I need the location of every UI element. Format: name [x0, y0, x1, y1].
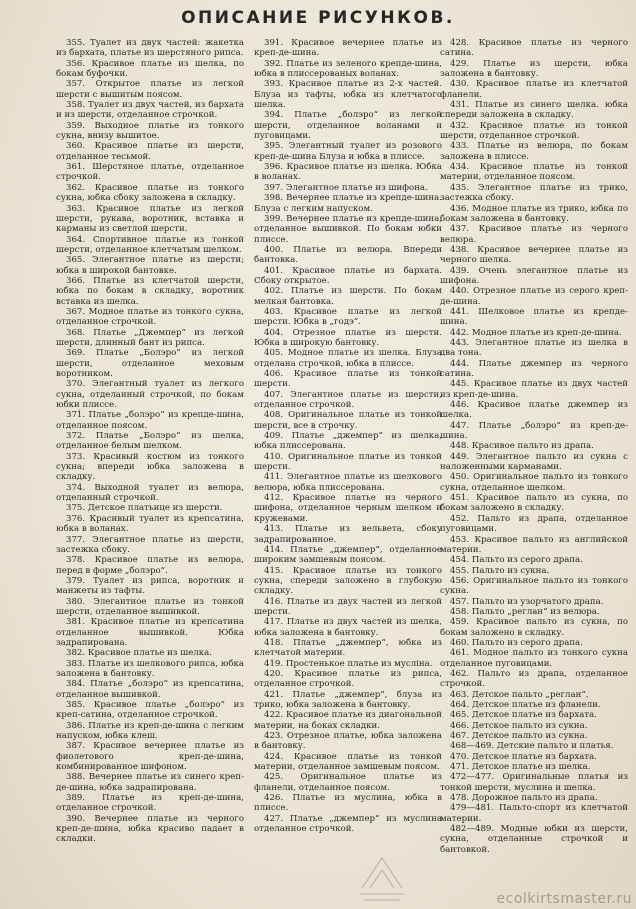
description-entry: 478. Дорожное пальто из драпа. — [450, 793, 598, 804]
description-entry: 459. Красивое пальто из сукна, по бокам заложено в складку. — [440, 617, 628, 638]
description-entry: 414. Платье „джемпер“, отделанное широким замшевым поясом. — [254, 544, 442, 566]
description-entry: 460. Пальто из серого драпа. — [450, 637, 583, 648]
description-entry: 442. Модное платье из креп-де-шина. — [450, 327, 622, 338]
description-entry: 437. Красивое платье из черного велюра. — [440, 224, 628, 245]
description-entry: 441. Шелковое платье из крепде-шина. — [440, 306, 628, 328]
description-entry: 398. Вечернее платье из крепде-шина. Блуза с легким напуском. — [254, 193, 442, 214]
description-entry: 396. Красивое платье из шелка. Юбка в воланах. — [254, 162, 442, 183]
description-entry: 394. Платье „болэро“ из легкой шерсти, отделанное воланами и пуговицами. — [254, 110, 442, 142]
description-entry: 450. Оригинальное пальто из тонкого сукна, отделанное шелком. — [440, 472, 628, 493]
description-entry: 404. Отрезное платье из шерсти. Юбка в широкую бантовку. — [254, 327, 442, 348]
description-entry: 420. Красивое платье из рипса, отделанное строчкой. — [254, 668, 442, 690]
description-entry: 433. Платье из велюра, по бокам заложена в плиссе. — [440, 141, 628, 162]
description-entry: 385. Красивое платье „болэро“ из креп-сатина, отделанное строчкой. — [56, 700, 244, 721]
description-entry: 393. Красивое платье из 2-х частей. Блуза из тафты, юбка из клетчатого шелка. — [254, 79, 442, 111]
description-entry: 410. Оригинальное платье из тонкой шерсти. — [254, 451, 442, 473]
description-entry: 409. Платье „джемпер“ из шелка, юбка плиссерована. — [254, 431, 442, 452]
description-entry: 363. Красивое платье из легкой шерсти, рукава, воротник, вставка и карманы из светлой шерсти. — [56, 203, 244, 235]
description-entry: 429. Платье из шерсти, юбка заложена в бантовку. — [440, 58, 628, 80]
description-entry: 463. Детское пальто „реглан“. — [450, 689, 589, 700]
description-entry: 461. Модное пальто из тонкого сукна отделанное пуговицами. — [440, 648, 628, 669]
description-entry: 405. Модное платье из шелка. Блуза отделана строчкой, юбка в плиссе. — [254, 348, 442, 369]
watermark-text: ecolkirtsmaster.ru — [496, 891, 632, 907]
description-entry: 430. Красивое платье из клетчатой фланели. — [440, 79, 628, 100]
description-entry: 406. Красивое платье из тонкой шерсти. — [254, 369, 442, 390]
description-column-2 — [254, 38, 442, 834]
description-entry: 466. Детское пальто из сукна. — [450, 720, 588, 731]
description-entry: 448. Красивое пальто из драпа. — [450, 441, 594, 452]
description-entry: 465. Детское платье из бархата. — [450, 710, 597, 721]
description-entry: 418. Платье „джемпер“, юбка из клетчатой материи. — [254, 637, 442, 659]
description-entry: 419. Простенькое платье из мусліна. — [264, 658, 433, 669]
description-entry: 373. Красивый костюм из тонкого сукна; впереди юбка заложена в складку. — [56, 451, 244, 483]
description-entry: 388. Вечернее платье из синего креп-де-шина, юбка задрапирована. — [56, 772, 244, 793]
description-entry: 364. Спортивное платье из тонкой шерсти, отделанное клетчатым шелком. — [56, 234, 244, 255]
description-entry: 453. Красивое пальто из английской материи. — [440, 534, 628, 555]
description-entry: 426. Платье из муслина, юбка в плиссе. — [254, 793, 442, 814]
description-entry: 395. Элегантный туалет из розового креп-де-шина Блуза и юбка в плиссе. — [254, 141, 442, 162]
description-entry: 399. Вечернее платье из крепде-шина, отделанное вышивкой. По бокам юбки плиссе. — [254, 213, 442, 245]
description-entry: 392. Платье из зеленого крепде-шина, юбка в плиссерованых воланах. — [254, 58, 442, 80]
description-entry: 356. Красивое платье из шелка, по бокам буфочки. — [56, 58, 244, 80]
description-entry: 357. Открытое платье из легкой шерсти с вышитым поясом. — [56, 79, 244, 100]
page-title: ОПИСАНИЕ РИСУНКОВ. — [181, 8, 455, 28]
description-entry: 431. Платье из синего шелка. юбка спереди заложена в складку. — [440, 100, 628, 121]
description-entry: 439. Очень элегантное платье из шифона. — [440, 265, 628, 286]
description-entry: 416. Платье из двух частей из легкой шерсти. — [254, 596, 442, 617]
description-entry: 455. Пальто из сукна. — [450, 565, 550, 576]
description-entry: 397. Элегантное платье из шифона. — [264, 182, 428, 193]
description-entry: 415. Красивое платье из тонкого сукна, спереди заложено в глубокую складку. — [254, 565, 442, 597]
description-entry: 445. Красивое платье из двух частей из креп-де-шина. — [440, 379, 628, 400]
description-entry: 467. Детское пальто из сукна. — [450, 731, 588, 742]
description-entry: 446. Красивое платье джемпер из шелка. — [440, 400, 628, 421]
description-entry: 454. Пальто из серого драпа. — [450, 555, 583, 566]
description-entry: 479—481. Пальто-спорт из клетчатой материи. — [440, 803, 628, 824]
description-entry: 456. Оригинальное пальто из тонкого сукна. — [440, 575, 628, 597]
description-entry: 369. Платье „Болэро“ из легкой шерсти, отделанное меховым воротником. — [56, 348, 244, 379]
description-entry: 434. Красивое платье из тонкой материи, отделанное поясом. — [440, 162, 628, 183]
description-entry: 400. Платье из велюра. Впереди бантовка. — [254, 244, 442, 266]
description-entry: 444. Платье джемпер из черного сатина. — [440, 358, 628, 379]
description-entry: 390. Вечернее платье из черного креп-де-шина, юбка красиво падает в складки. — [56, 813, 244, 845]
description-entry: 411. Элегантное платье из шелкового велюра, юбка плиссерована. — [254, 472, 442, 493]
description-entry: 428. Красивое платье из черного сатина. — [440, 38, 628, 59]
description-entry: 380. Элегантное платье из тонкой шерсти, отделанное вышивкой. — [56, 596, 244, 617]
description-entry: 403. Красивое платье из легкой шерсти. Юбка в „годэ“. — [254, 306, 442, 328]
description-entry: 427. Платье „джемпер“ из муслина отделанное строчкой. — [254, 813, 442, 835]
description-entry: 438. Красивое вечернее платье из черного шелка. — [440, 244, 628, 266]
description-column-3 — [440, 38, 628, 855]
description-entry: 365. Элегантное платье из шерсти; юбка в широкой бантовке. — [56, 255, 244, 276]
description-entry: 368. Платье „Джемпер“ из легкой шерсти, длинный бант из рипса. — [56, 327, 244, 348]
description-entry: 387. Красивое вечернее платье из фиолетового креп-де-шина, комбинированное шифоном. — [56, 741, 244, 773]
description-entry: 407. Элегантное платье из шерсти, отделанное строчкой. — [254, 389, 442, 411]
description-entry: 452. Пальто из драпа, отделанное пуговицами. — [440, 513, 628, 535]
description-entry: 470. Детское платье из бархата. — [450, 751, 597, 762]
description-entry: 401. Красивое платье из бархата. Сбоку открытое. — [254, 265, 442, 286]
description-entry: 435. Элегантное платье из трико, застежка сбоку. — [440, 182, 628, 204]
description-entry: 447. Платье „болэро“ из креп-де-шина. — [440, 420, 628, 442]
description-entry: 377. Элегантное платье из шерсти, застежка сбоку. — [56, 534, 244, 555]
watermark-logo-icon — [352, 848, 412, 908]
description-entry: 424. Красивое платье из тонкой материи, отделанное замшевым поясом. — [254, 751, 442, 773]
description-entry: 358. Туалет из двух частей, из бархата и из шерсти, отделанное строчкой. — [56, 100, 244, 121]
description-entry: 482—489. Модные юбки из шерсти, сукна, отделанные строчкой и бантовкой. — [440, 824, 628, 855]
description-entry: 386. Платье из креп-де-шина с легким напуском, юбка клеш. — [56, 720, 244, 742]
description-entry: 412. Красивое платье из черного шифона, отделанное черным шелком и кружевами. — [254, 493, 442, 524]
description-column-1 — [56, 38, 244, 845]
description-entry: 468—469. Детские пальто и платья. — [450, 741, 614, 752]
description-entry: 355. Туалет из двух частей: жакетка из бархата, платье из шерстяного рипса. — [56, 38, 244, 59]
description-entry: 374. Выходной туалет из велюра, отделанный строчкой. — [56, 482, 244, 504]
description-entry: 370. Элегантный туалет из легкого сукна, отделанный строчкой, по бокам юбки плиссе. — [56, 379, 244, 411]
description-entry: 413. Платье из вельвета, сбоку задрапированное. — [254, 524, 442, 545]
description-entry: 443. Элегантное платье из шелка в два тона. — [440, 337, 628, 359]
description-entry: 360. Красивое платье из шерсти, отделанное тесьмой. — [56, 141, 244, 162]
description-entry: 422. Красивое платье из диагональной материи, на боках складки. — [254, 710, 442, 731]
description-entry: 462. Пальто из драпа, отделанное строчкой. — [440, 668, 628, 690]
description-entry: 408. Оригинальное платье из тонкой шерсти, все в строчку. — [254, 410, 442, 431]
description-entry: 384. Платье „болэро“ из крепсатина, отделанное вышивкой. — [56, 679, 244, 700]
description-entry: 457. Пальто из узорчатого драпа. — [450, 596, 604, 607]
description-entry: 371. Платье „болэро“ из крепде-шина, отделанное поясом. — [56, 410, 244, 431]
description-entry: 376. Красивый туалет из крепсатина, юбка в воланах. — [56, 513, 244, 535]
description-entry: 389. Платье из креп-де-шина, отделанное строчкой. — [56, 793, 244, 814]
description-entry: 391. Красивое вечернее платье из креп-де-шина. — [254, 38, 442, 59]
description-entry: 379. Туалет из рипса, воротник и манжеты из тафты. — [56, 575, 244, 597]
description-entry: 432. Красивое платье из тонкой шерсти, отделанное строчкой. — [440, 120, 628, 142]
description-entry: 440. Отрезное платье из серого креп-де-шина. — [440, 286, 628, 307]
description-entry: 372. Платье „Болэро“ из шелка, отделанное белым шелком. — [56, 431, 244, 452]
description-entry: 382. Красивое платье из шелка. — [66, 648, 212, 659]
description-entry: 402. Платье из шерсти. По бокам мелкая бантовка. — [254, 286, 442, 307]
description-entry: 464. Детское платье из фланели. — [450, 700, 601, 710]
description-entry: 359. Выходное платье из тонкого сукна, внизу вышитое. — [56, 120, 244, 142]
description-entry: 436. Модное платье из трико, юбка по бокам заложена в бантовку. — [440, 203, 628, 224]
description-entry: 362. Красивое платье из тонкого сукна, юбка сбоку заложена в складку. — [56, 182, 244, 204]
description-entry: 378. Красивое платье из велюра, перед в форме „болэро“. — [56, 555, 244, 576]
description-entry: 471. Детское платье из шелка. — [450, 762, 591, 773]
description-entry: 449. Элегантное пальто из сукна с наложенными карманами. — [440, 451, 628, 473]
description-entry: 375. Детское платьице из шерсти. — [66, 503, 223, 514]
description-entry: 472—477. Оригинальные платья из тонкой шерсти, муслина и шелка. — [440, 772, 628, 793]
description-entry: 458. Пальто „реглан“ из велюра. — [450, 606, 600, 617]
description-entry: 425. Оригинальное платье из фланели, отделанное поясом. — [254, 772, 442, 793]
description-entry: 366. Платье из клетчатой шерсти, юбка по бокам в складку, воротник вставка из шелка. — [56, 275, 244, 307]
description-entry: 423. Отрезное платье, юбка заложена в бантовку. — [254, 731, 442, 752]
description-entry: 421. Платье „джемпер“, блуза из трико, юбка заложена в бантовку. — [254, 689, 442, 710]
description-entry: 361. Шерстяное платье, отделанное строчкой. — [56, 162, 244, 183]
description-entry: 451. Красивое пальто из сукна, по бокам заложено в складку. — [440, 493, 628, 514]
description-entry: 417. Платье из двух частей из шелка, юбка заложена в бантовку. — [254, 617, 442, 638]
description-entry: 367. Модное платье из тонкого сукна, отделанное строчкой. — [56, 306, 244, 328]
description-entry: 383. Платье из шелкового рипса, юбка заложена в бантовку. — [56, 658, 244, 679]
description-entry: 381. Красивое платье из крепсатина отделанное вышивкой. Юбка задрапирована. — [56, 617, 244, 648]
